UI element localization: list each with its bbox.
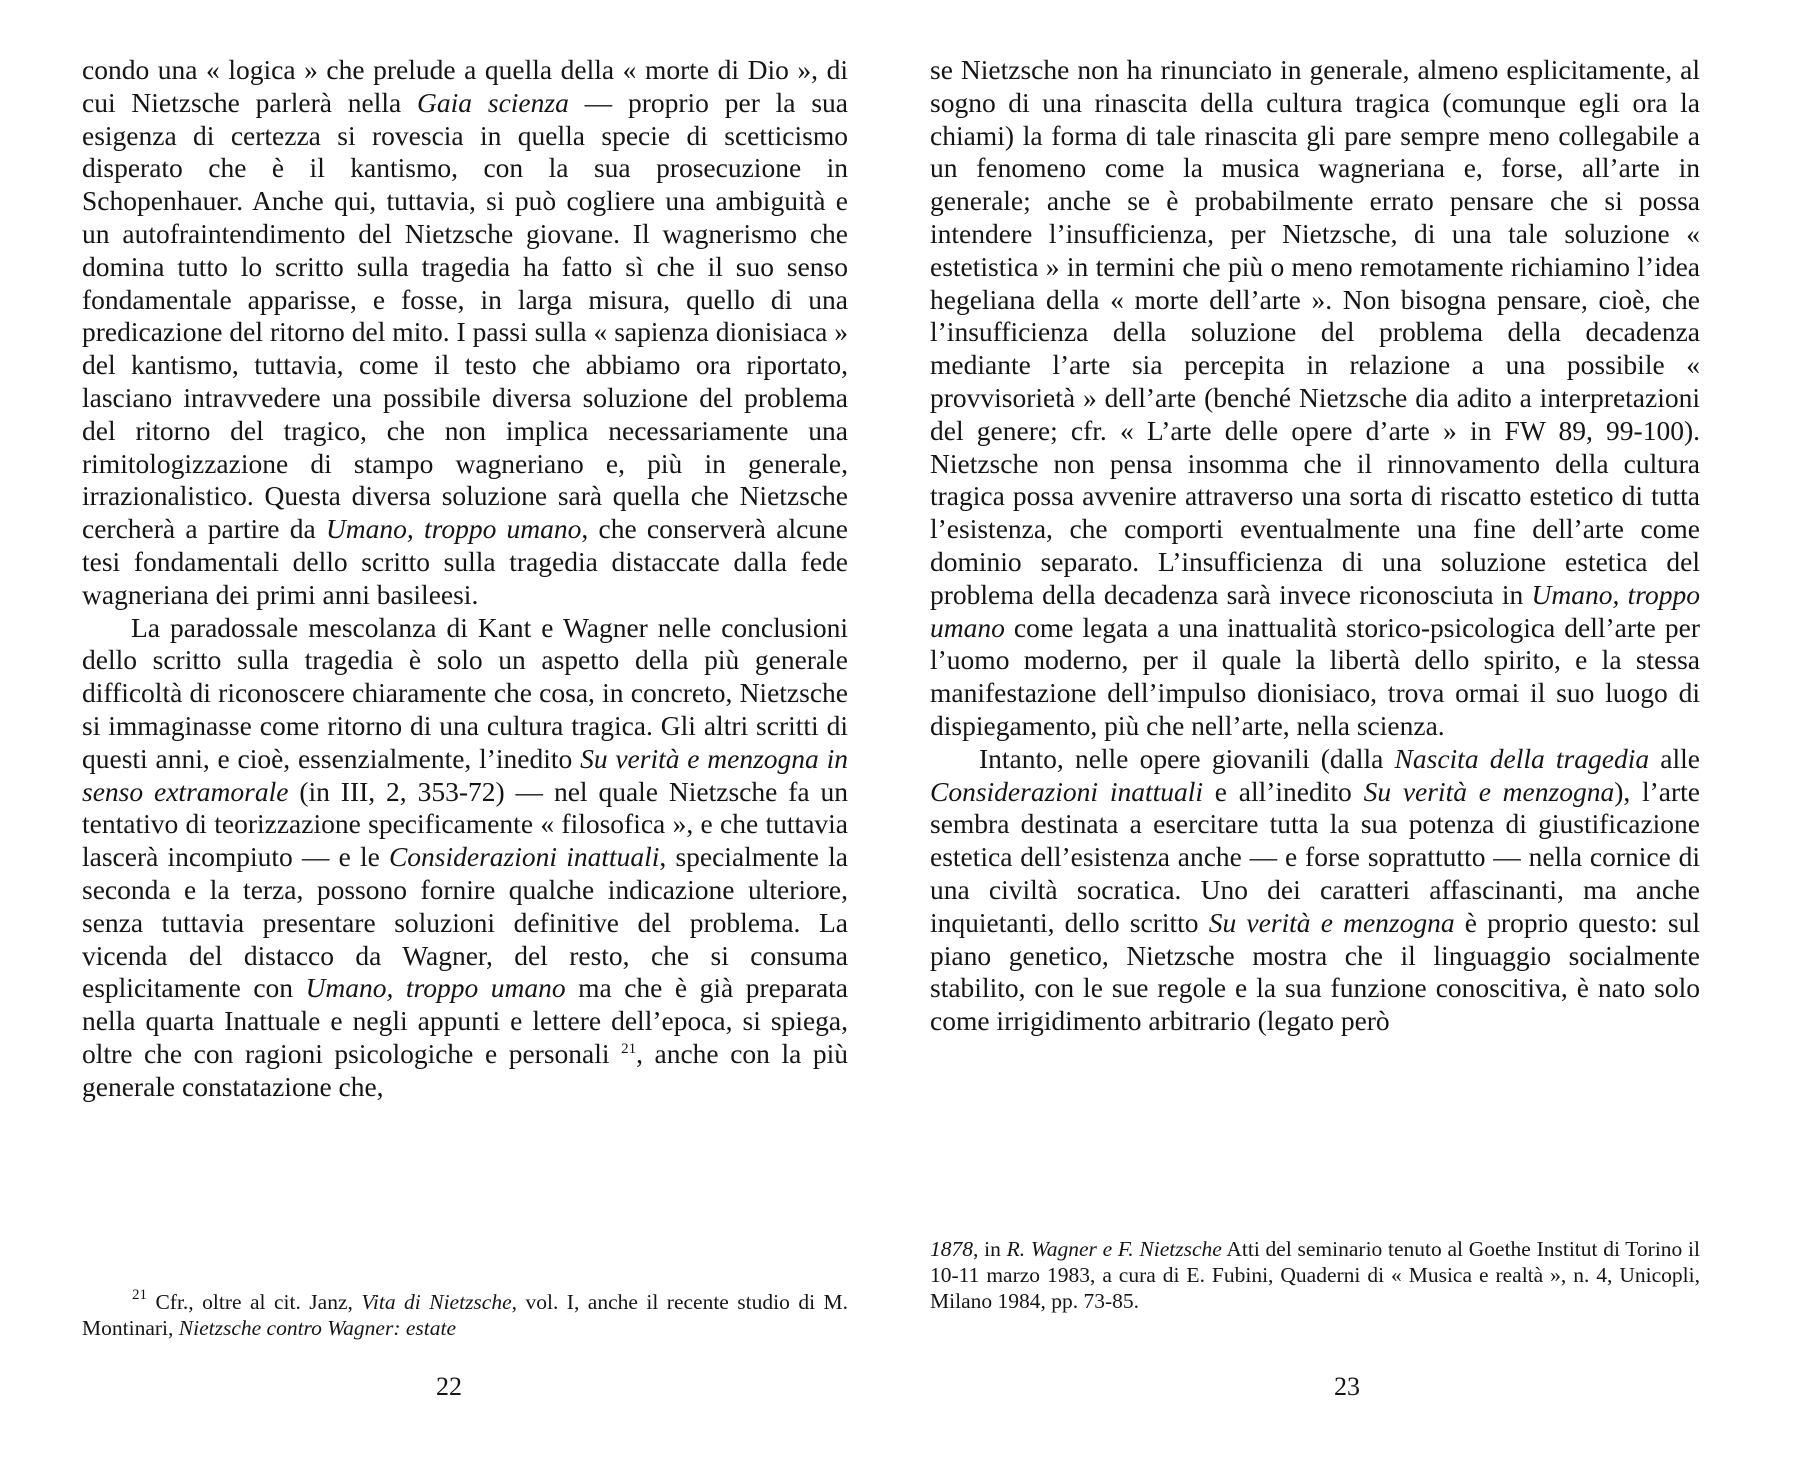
text-run: , anche con la più generale constatazione che, [82,1037,849,1102]
right-body-text [930,54,1700,1038]
text-run: La paradossale mescolanza di Kant e Wagner nelle conclusioni dello scritto sulla tragedia è solo un aspetto della più generale difficoltà di riconoscere chiaramente che cosa, in concreto, Nietzsche si immaginasse come ritorno di una cultura tragica. Gli altri scritti di questi anni, e cioè, essenzialmente, l’inedito [82,611,848,774]
italic-text-run: Considerazioni inattuali [388,841,660,873]
italic-text-run: Su verità e menzogna [1208,906,1455,938]
italic-text-run: Umano, troppo umano [305,972,566,1004]
text-run: se Nietzsche non ha rinunciato in generale, almeno esplicitamente, al sogno di una rinascita della cultura tragica (comunque egli ora la chiami) la forma di tale rinascita gli pare sempre meno collegabile a un fenomeno come la musica wagneriana e, forse, all’arte in generale; anche se è probabilmente errato pensare che si possa intendere l’insufficienza, per Nietzsche, di una tale soluzione « estetistica » in termini che più o meno remotamente richiamino l’idea hegeliana della « morte dell’arte ». Non bisogna pensare, cioè, che l’insufficienza della soluzione del problema della decadenza mediante l’arte sia percepita in relazione a una possibile « provvisorietà » dell’arte (benché Nietzsche dia adito a interpretazioni del genere; cfr. « L’arte delle opere d’arte » in FW 89, 99-100). Nietzsche non pensa insomma che il rinnovamento della cultura tragica possa avvenire attraverso una sorta di riscatto estetico di tutta l’esistenza, che comporti eventualmente una fine dell’arte come dominio separato. L’insufficienza di una soluzione estetica del problema della decadenza sarà invece riconosciuta in [930,54,1700,610]
text-run: ma che è già preparata nella quarta Inattuale e negli appunti e lettere dell’epoca, si spiega, oltre che con ragioni psicologiche e personali [82,972,849,1069]
text-run: , vol. I, anche il recente studio di M. Montinari, [82,1290,848,1340]
footnote-ref: 21 [621,1040,637,1057]
italic-text-run: R. Wagner e F. Nietzsche [1006,1237,1222,1261]
italic-text-run: 1878 [930,1237,973,1261]
text-run: è proprio questo: sul piano genetico, Nietzsche mostra che il linguaggio socialmente stabilito, con le sue regole e la sua funzione conoscitiva, è nato solo come irrigidimento arbitrario (legato però [930,906,1700,1037]
text-run: , che conserverà alcune tesi fondamentali dello scritto sulla tragedia distaccate dalla fede wagneriana dei primi anni basileesi. [82,513,848,610]
text-run: , specialmente la seconda e la terza, possono fornire qualche indicazione ulteriore, senza tuttavia presentare soluzioni definitive del problema. La vicenda del distacco da Wagner, del resto, che si consuma esplicitamente con [82,841,848,1004]
left-paragraph-1 [82,54,848,612]
italic-text-run: Su verità e menzogna in senso extramorale [82,742,848,807]
text-run: condo una « logica » che prelude a quella della « morte di Dio », di cui Nietzsche parlerà nella [82,54,848,118]
text-run: come legata a una inattualità storico-psicologica dell’arte per l’uomo moderno, per il quale la libertà dello spirito, e la stessa manifestazione dell’impulso dionisiaco, trova ormai il suo luogo di dispiegamento, più che nell’arte, nella scienza. [930,611,1700,741]
italic-text-run: Nascita della tragedia [1394,742,1650,774]
italic-text-run: Gaia scienza [417,86,569,118]
italic-text-run: Umano, troppo umano [325,513,582,545]
left-page-number: 22 [436,1372,462,1401]
italic-text-run: Nietzsche contro Wagner: estate [178,1316,457,1340]
right-footnote [930,1236,1700,1314]
left-body-text [82,54,848,1104]
text-run: Atti del seminario tenuto al Goethe Institut di Torino il 10-11 marzo 1983, a cura di E. Fubini, Quaderni di « Musica e realtà », n. 4, Unicopli, Milano 1984, pp. 73-85. [930,1237,1700,1313]
italic-text-run: Umano, troppo umano [930,578,1700,643]
text-run: Intanto, nelle opere giovanili (dalla [979,742,1395,774]
text-run: , in [973,1237,1007,1261]
text-run: ), l’arte sembra destinata a esercitare tutta la sua potenza di giustificazione estetica dell’esistenza anche — e forse soprattutto — nella cornice di una civiltà socratica. Uno dei caratteri affascinanti, ma anche inquietanti, dello scritto [930,775,1701,938]
text-run: Cfr., oltre al cit. Janz, [147,1290,362,1314]
right-paragraph-2 [930,743,1700,1038]
text-run: — proprio per la sua esigenza di certezza si rovescia in quella specie di scetticismo disperato che è il kantismo, con la sua prosecuzione in Schopenhauer. Anche qui, tuttavia, si può cogliere una ambiguità e un autofraintendimento del Nietzsche giovane. Il wagnerismo che domina tutto lo scritto sulla tragedia ha fatto sì che il suo senso fondamentale apparisse, e fosse, in larga misura, quello di una predicazione del ritorno del mito. I passi sulla « sapienza dionisiaca » del kantismo, tuttavia, come il testo che abbiamo ora riportato, lasciano intravvedere una possibile diversa soluzione del problema del ritorno del tragico, che non implica necessariamente una rimitologizzazione di stampo wagneriano e, più in generale, irrazionalistico. Questa diversa soluzione sarà quella che Nietzsche cercherà a partire da [82,86,848,545]
left-footnote [82,1289,848,1341]
italic-text-run: Su verità e menzogna [1363,775,1615,807]
text-run: e all’inedito [1203,775,1364,807]
italic-text-run: Vita di Nietzsche [361,1290,512,1314]
right-paragraph-1 [930,54,1700,743]
left-paragraph-2 [82,612,848,1104]
footnote-ref: 21 [132,1287,147,1303]
italic-text-run: Considerazioni inattuali [930,775,1204,807]
right-page-number: 23 [1334,1372,1360,1401]
right-page [898,0,1796,1475]
text-run: alle [1649,742,1700,774]
text-run: (in III, 2, 353-72) — nel quale Nietzsche fa un tentativo di teorizzazione specificamente « filosofica », e che tuttavia lascerà incompiuto — e le [82,775,848,873]
